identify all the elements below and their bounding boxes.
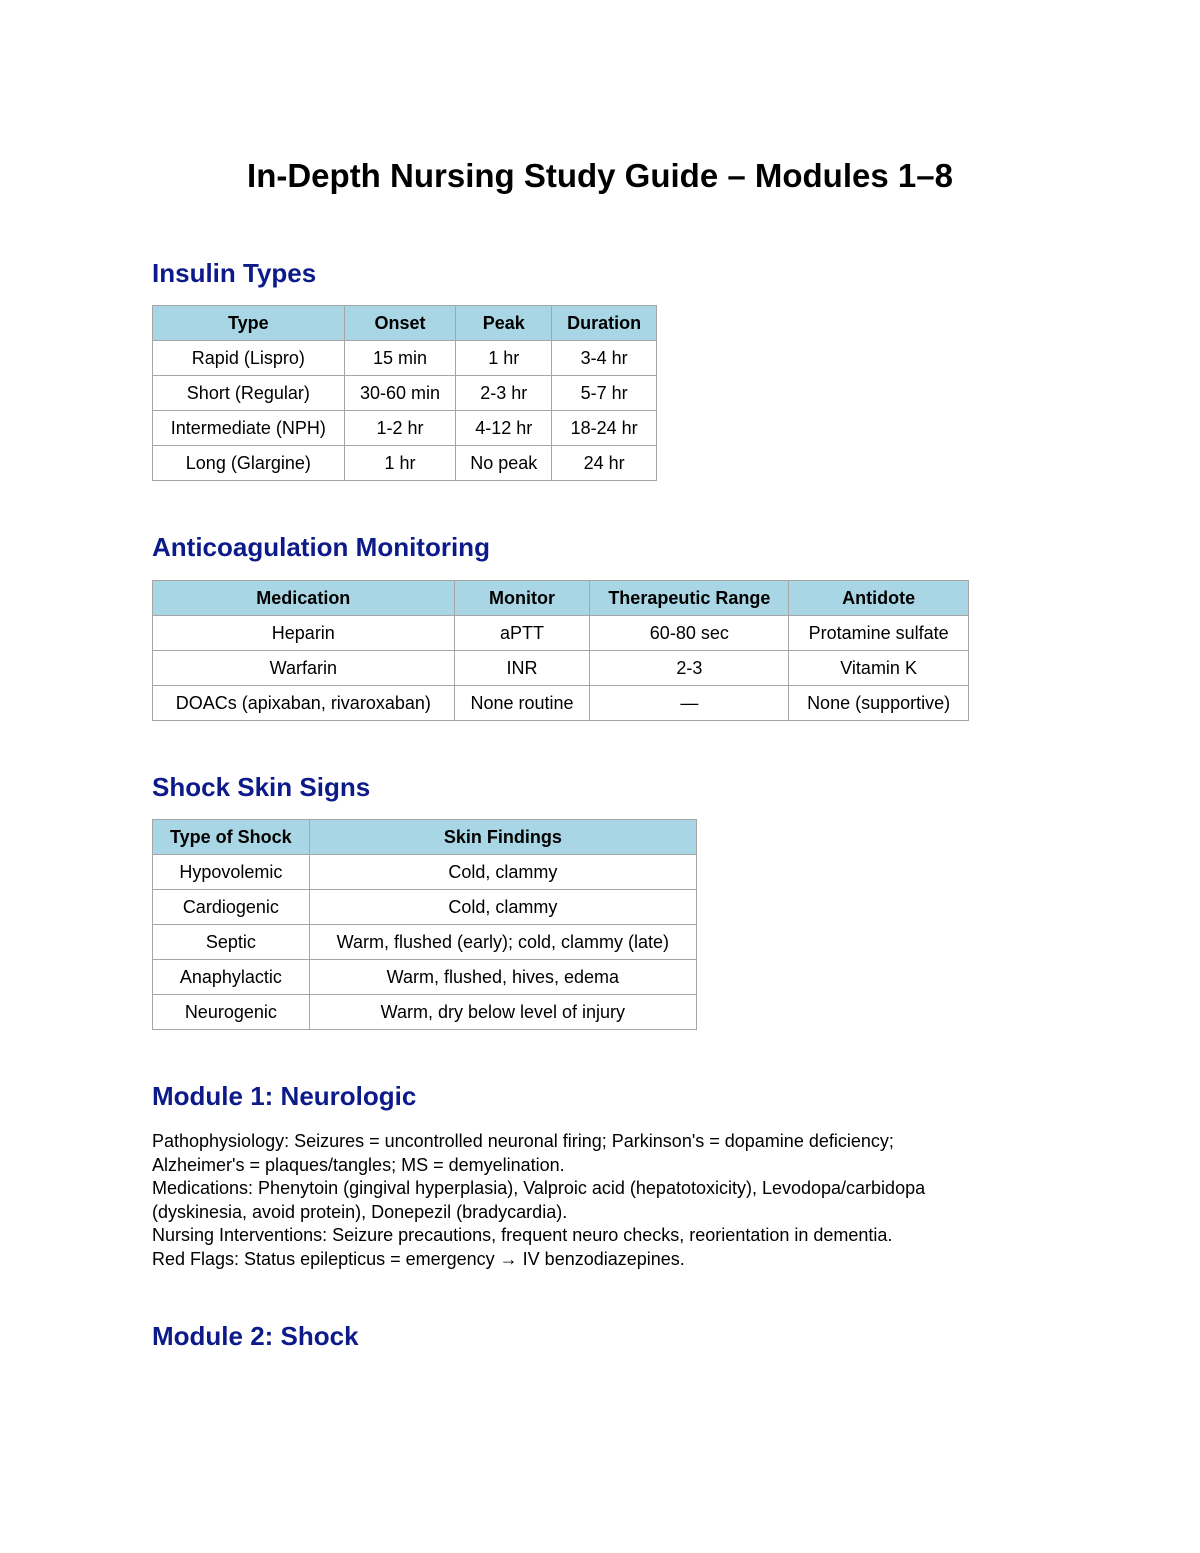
table-row — [153, 616, 969, 651]
table-cell: None (supportive) — [789, 686, 969, 721]
table-cell: Cold, clammy — [309, 855, 696, 890]
module-1-body — [152, 1130, 1052, 1272]
table-cell: 1 hr — [344, 446, 456, 481]
insulin-types-table — [152, 305, 657, 481]
table-row — [153, 995, 697, 1030]
table-cell: 1 hr — [456, 341, 552, 376]
table-cell: 2-3 hr — [456, 376, 552, 411]
body-line: Nursing Interventions: Seizure precautions, frequent neuro checks, reorientation in dementia. — [152, 1225, 893, 1246]
table-cell: 60-80 sec — [590, 616, 789, 651]
table-cell: — — [590, 686, 789, 721]
table-cell: 1-2 hr — [344, 411, 456, 446]
body-line: Red Flags: Status epilepticus = emergency → IV benzodiazepines. — [152, 1248, 685, 1269]
table-cell: Heparin — [153, 616, 455, 651]
table-cell: Warm, dry below level of injury — [309, 995, 696, 1030]
table-cell: 30-60 min — [344, 376, 456, 411]
table-cell: 2-3 — [590, 651, 789, 686]
table-cell: Septic — [153, 925, 310, 960]
body-line: (dyskinesia, avoid protein), Donepezil (bradycardia). — [152, 1201, 568, 1222]
table-cell: No peak — [456, 446, 552, 481]
body-line: Alzheimer's = plaques/tangles; MS = demyelination. — [152, 1154, 565, 1175]
module-1-heading: Module 1: Neurologic — [152, 1081, 417, 1111]
table-row — [153, 411, 657, 446]
column-header: Onset — [344, 306, 456, 341]
table-row — [153, 855, 697, 890]
table-row — [153, 925, 697, 960]
table-cell: Warm, flushed, hives, edema — [309, 960, 696, 995]
anticoagulation-table — [152, 580, 969, 721]
column-header: Peak — [456, 306, 552, 341]
table-cell: Hypovolemic — [153, 855, 310, 890]
document-title: In-Depth Nursing Study Guide – Modules 1–8 — [247, 157, 953, 194]
table-cell: 5-7 hr — [552, 376, 657, 411]
column-header: Type of Shock — [153, 820, 310, 855]
table-header-row — [153, 820, 697, 855]
table-cell: 18-24 hr — [552, 411, 657, 446]
anticoagulation-heading: Anticoagulation Monitoring — [152, 532, 490, 562]
body-line: Pathophysiology: Seizures = uncontrolled neuronal firing; Parkinson's = dopamine deficiency; — [152, 1131, 894, 1151]
table-row — [153, 651, 969, 686]
table-cell: Warm, flushed (early); cold, clammy (late) — [309, 925, 696, 960]
table-cell: Warfarin — [153, 651, 455, 686]
table-header-row — [153, 581, 969, 616]
table-cell: None routine — [454, 686, 590, 721]
table-cell: Neurogenic — [153, 995, 310, 1030]
table-header-row — [153, 306, 657, 341]
table-cell: DOACs (apixaban, rivaroxaban) — [153, 686, 455, 721]
column-header: Medication — [153, 581, 455, 616]
table-row — [153, 960, 697, 995]
table-cell: Short (Regular) — [153, 376, 345, 411]
table-cell: Cold, clammy — [309, 890, 696, 925]
table-cell: INR — [454, 651, 590, 686]
table-cell: Vitamin K — [789, 651, 969, 686]
table-cell: 4-12 hr — [456, 411, 552, 446]
column-header: Duration — [552, 306, 657, 341]
shock-skin-signs-heading: Shock Skin Signs — [152, 772, 371, 802]
module-2-heading: Module 2: Shock — [152, 1321, 359, 1351]
column-header: Skin Findings — [309, 820, 696, 855]
column-header: Antidote — [789, 581, 969, 616]
shock-skin-signs-table — [152, 819, 697, 1030]
column-header: Type — [153, 306, 345, 341]
table-row — [153, 376, 657, 411]
table-cell: 24 hr — [552, 446, 657, 481]
table-row — [153, 446, 657, 481]
table-cell: 15 min — [344, 341, 456, 376]
table-cell: Intermediate (NPH) — [153, 411, 345, 446]
table-row — [153, 686, 969, 721]
table-cell: Protamine sulfate — [789, 616, 969, 651]
body-line: Medications: Phenytoin (gingival hyperplasia), Valproic acid (hepatotoxicity), Levodopa/carbidopa — [152, 1178, 926, 1199]
column-header: Therapeutic Range — [590, 581, 789, 616]
table-row — [153, 890, 697, 925]
table-cell: Rapid (Lispro) — [153, 341, 345, 376]
table-cell: Cardiogenic — [153, 890, 310, 925]
table-cell: aPTT — [454, 616, 590, 651]
table-cell: Anaphylactic — [153, 960, 310, 995]
table-cell: Long (Glargine) — [153, 446, 345, 481]
table-cell: 3-4 hr — [552, 341, 657, 376]
insulin-types-heading: Insulin Types — [152, 258, 317, 288]
table-row — [153, 341, 657, 376]
column-header: Monitor — [454, 581, 590, 616]
